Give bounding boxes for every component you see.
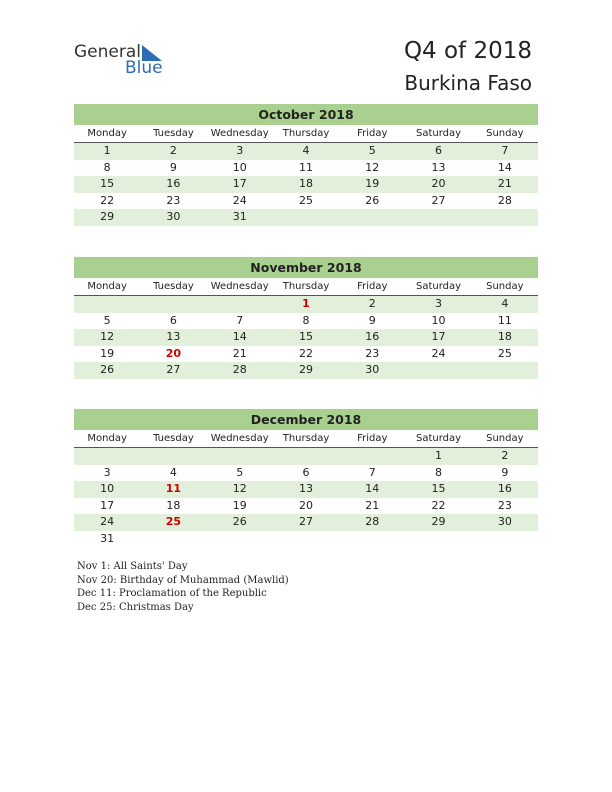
day-cell: 10 — [100, 482, 115, 495]
day-cell: 30 — [166, 210, 181, 223]
day-cell: 8 — [302, 313, 310, 327]
day-cell: 17 — [232, 177, 247, 190]
day-cell — [472, 209, 538, 226]
weekday-label: Friday — [357, 281, 388, 292]
weekday-label: Tuesday — [153, 128, 194, 139]
day-cell: 11 — [298, 160, 313, 174]
day-cell: 11 — [497, 313, 512, 327]
country-name: Burkina Faso — [404, 71, 532, 95]
weekday-label: Wednesday — [210, 281, 269, 292]
day-cell: 20 — [165, 346, 182, 360]
day-cell: 26 — [365, 193, 380, 207]
day-cell: 15 — [431, 482, 446, 495]
week-row — [74, 143, 538, 160]
day-cell — [74, 296, 140, 313]
day-cell: 17 — [100, 498, 115, 512]
day-cell: 30 — [497, 515, 512, 528]
day-cell: 18 — [497, 330, 512, 343]
weekday-label: Monday — [87, 433, 127, 444]
day-cell — [472, 531, 538, 548]
day-cell: 24 — [232, 193, 247, 207]
weekday-label: Wednesday — [210, 433, 269, 444]
weekday-label: Sunday — [486, 281, 524, 292]
day-cell — [74, 448, 140, 465]
week-row — [74, 448, 538, 465]
day-cell: 14 — [497, 160, 512, 174]
weekday-header — [74, 125, 538, 143]
month-calendar — [74, 257, 538, 379]
weekday-label: Wednesday — [210, 128, 269, 139]
holiday-note: Dec 11: Proclamation of the Republic — [77, 588, 267, 599]
day-cell: 9 — [169, 160, 177, 174]
day-cell: 7 — [236, 313, 244, 327]
day-cell: 24 — [431, 346, 446, 360]
day-cell: 14 — [232, 330, 247, 343]
day-cell — [472, 362, 538, 379]
weekday-label: Thursday — [282, 128, 330, 139]
week-row — [74, 362, 538, 379]
weekday-label: Friday — [357, 128, 388, 139]
day-cell: 3 — [236, 144, 244, 157]
day-cell: 9 — [501, 465, 509, 479]
day-cell: 15 — [298, 330, 313, 343]
day-cell: 15 — [100, 177, 115, 190]
quarter-title: Q4 of 2018 — [403, 38, 532, 64]
month-title: November 2018 — [74, 257, 538, 278]
month-calendar — [74, 409, 538, 547]
day-cell: 22 — [298, 346, 313, 360]
day-cell: 22 — [431, 498, 446, 512]
week-row — [74, 209, 538, 226]
weekday-label: Thursday — [282, 281, 330, 292]
day-cell: 11 — [165, 482, 182, 495]
day-cell: 21 — [232, 346, 247, 360]
day-cell: 20 — [431, 177, 446, 190]
weekday-label: Tuesday — [153, 433, 194, 444]
day-cell — [273, 209, 339, 226]
day-cell: 19 — [232, 498, 247, 512]
day-cell: 4 — [302, 144, 310, 157]
day-cell: 5 — [103, 313, 111, 327]
day-cell: 21 — [365, 498, 380, 512]
week-row — [74, 176, 538, 193]
day-cell: 29 — [100, 210, 115, 223]
logo-general-text: General — [74, 42, 141, 62]
day-cell: 18 — [166, 498, 181, 512]
day-cell: 30 — [365, 363, 380, 376]
day-cell — [207, 296, 273, 313]
holiday-note: Nov 1: All Saints' Day — [77, 561, 188, 572]
day-cell: 10 — [232, 160, 247, 174]
day-cell: 16 — [166, 177, 181, 190]
weekday-label: Saturday — [416, 433, 462, 444]
day-cell: 1 — [103, 144, 111, 157]
day-cell: 12 — [232, 482, 247, 495]
logo — [74, 42, 174, 82]
day-cell — [339, 531, 405, 548]
day-cell: 17 — [431, 330, 446, 343]
holiday-note: Nov 20: Birthday of Muhammad (Mawlid) — [77, 574, 289, 586]
day-cell: 5 — [236, 465, 244, 479]
holiday-notes — [77, 560, 289, 614]
week-row — [74, 481, 538, 498]
weekday-label: Monday — [87, 281, 127, 292]
day-cell — [207, 531, 273, 548]
day-cell: 8 — [435, 465, 443, 479]
weekday-label: Saturday — [416, 128, 462, 139]
day-cell: 23 — [166, 193, 181, 207]
day-cell: 7 — [368, 465, 376, 479]
weekday-header — [74, 278, 538, 296]
week-row — [74, 514, 538, 531]
day-cell — [339, 448, 405, 465]
day-cell: 16 — [497, 482, 512, 495]
day-cell: 4 — [169, 465, 177, 479]
day-cell: 9 — [368, 313, 376, 327]
day-cell: 23 — [365, 346, 380, 360]
day-cell: 28 — [232, 363, 247, 376]
day-cell: 28 — [497, 193, 512, 207]
day-cell: 16 — [365, 330, 380, 343]
day-cell: 14 — [365, 482, 380, 495]
day-cell: 31 — [100, 531, 115, 545]
day-cell: 19 — [100, 346, 115, 360]
week-row — [74, 465, 538, 482]
day-cell: 19 — [365, 177, 380, 190]
day-cell: 29 — [431, 515, 446, 528]
day-cell — [207, 448, 273, 465]
weekday-label: Friday — [357, 433, 388, 444]
day-cell — [405, 209, 471, 226]
day-cell: 3 — [435, 297, 443, 310]
day-cell: 12 — [365, 160, 380, 174]
day-cell: 6 — [435, 144, 443, 157]
day-cell — [405, 362, 471, 379]
day-cell: 13 — [298, 482, 313, 495]
day-cell: 13 — [431, 160, 446, 174]
weekday-label: Saturday — [416, 281, 462, 292]
day-cell: 6 — [302, 465, 310, 479]
day-cell: 23 — [497, 498, 512, 512]
day-cell: 25 — [165, 515, 182, 528]
week-row — [74, 531, 538, 548]
day-cell — [140, 296, 206, 313]
day-cell: 22 — [100, 193, 115, 207]
day-cell — [273, 531, 339, 548]
day-cell: 27 — [166, 363, 181, 376]
week-row — [74, 329, 538, 346]
day-cell: 2 — [501, 449, 509, 462]
logo-blue-text: Blue — [125, 58, 163, 78]
day-cell: 6 — [169, 313, 177, 327]
month-calendar — [74, 104, 538, 226]
day-cell — [405, 531, 471, 548]
day-cell — [273, 448, 339, 465]
month-title: October 2018 — [74, 104, 538, 125]
weekday-header — [74, 430, 538, 448]
week-row — [74, 193, 538, 210]
week-row — [74, 498, 538, 515]
day-cell: 3 — [103, 465, 111, 479]
day-cell: 21 — [497, 177, 512, 190]
day-cell: 20 — [298, 498, 313, 512]
holiday-note: Dec 25: Christmas Day — [77, 601, 194, 613]
day-cell: 13 — [166, 330, 181, 343]
day-cell: 8 — [103, 160, 111, 174]
weekday-label: Sunday — [486, 128, 524, 139]
month-title: December 2018 — [74, 409, 538, 430]
day-cell — [140, 448, 206, 465]
weekday-label: Sunday — [486, 433, 524, 444]
day-cell: 26 — [232, 515, 247, 528]
day-cell: 5 — [368, 144, 376, 157]
day-cell: 1 — [435, 449, 443, 462]
day-cell: 1 — [302, 297, 310, 310]
day-cell: 25 — [298, 193, 313, 207]
day-cell: 18 — [298, 177, 313, 190]
day-cell: 2 — [368, 297, 376, 310]
week-row — [74, 346, 538, 363]
weekday-label: Monday — [87, 128, 127, 139]
day-cell: 27 — [298, 515, 313, 528]
day-cell: 28 — [365, 515, 380, 528]
day-cell: 27 — [431, 193, 446, 207]
day-cell: 31 — [232, 210, 247, 223]
day-cell — [140, 531, 206, 548]
day-cell: 10 — [431, 313, 446, 327]
day-cell: 2 — [169, 144, 177, 157]
week-row — [74, 313, 538, 330]
day-cell: 29 — [298, 363, 313, 376]
day-cell: 12 — [100, 330, 115, 343]
day-cell: 26 — [100, 363, 115, 376]
weekday-label: Thursday — [282, 433, 330, 444]
day-cell: 24 — [100, 515, 115, 528]
week-row — [74, 296, 538, 313]
day-cell: 4 — [501, 297, 509, 310]
day-cell: 7 — [501, 144, 509, 157]
weekday-label: Tuesday — [153, 281, 194, 292]
week-row — [74, 160, 538, 177]
day-cell: 25 — [497, 346, 512, 360]
day-cell — [339, 209, 405, 226]
